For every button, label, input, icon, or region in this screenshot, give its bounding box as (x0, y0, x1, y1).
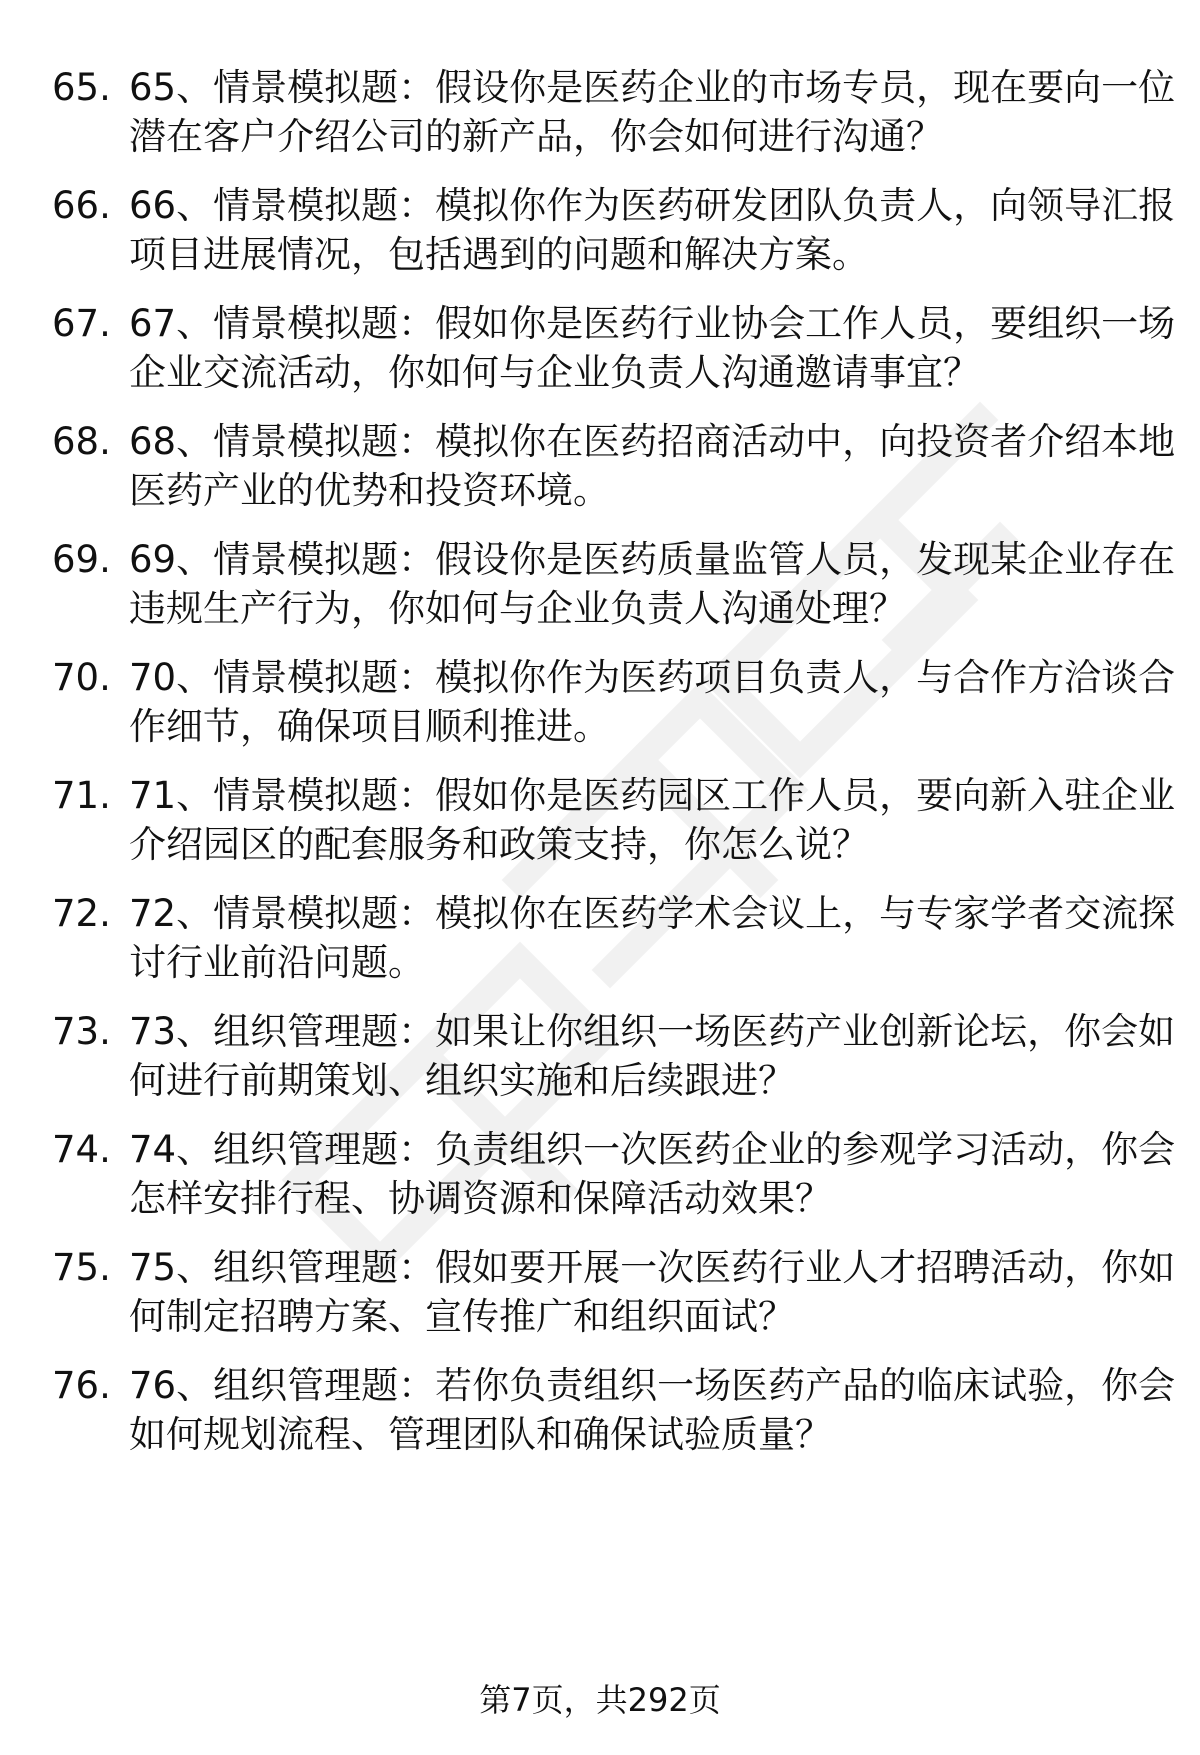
item-text-line: 75、组织管理题：假如要开展一次医药行业人才招聘活动，你如 (129, 1246, 1176, 1289)
item-text (129, 1125, 1176, 1223)
item-text (129, 1243, 1176, 1341)
item-text-line: 企业交流活动，你如何与企业负责人沟通邀请事宜？ (129, 351, 980, 394)
item-text (129, 771, 1176, 869)
item-number: 75. (52, 1246, 111, 1289)
item-text-line: 潜在客户介绍公司的新产品，你会如何进行沟通？ (129, 115, 943, 158)
item-text (129, 653, 1176, 751)
item-text-line: 讨行业前沿问题。 (129, 941, 425, 984)
item-number: 71. (52, 774, 111, 817)
list-item (0, 1243, 1200, 1353)
item-text-line: 违规生产行为，你如何与企业负责人沟通处理？ (129, 587, 906, 630)
item-number: 76. (52, 1364, 111, 1407)
list-item (0, 889, 1200, 999)
list-item (0, 1125, 1200, 1235)
item-text (129, 181, 1176, 279)
item-number: 69. (52, 538, 111, 581)
list-item (0, 1361, 1200, 1471)
list-item (0, 63, 1200, 173)
item-text-line: 介绍园区的配套服务和政策支持，你怎么说？ (129, 823, 869, 866)
item-text-line: 何进行前期策划、组织实施和后续跟进？ (129, 1059, 795, 1102)
item-number: 68. (52, 420, 111, 463)
item-text-line: 69、情景模拟题：假设你是医药质量监管人员，发现某企业存在 (129, 538, 1176, 581)
item-text-line: 怎样安排行程、协调资源和保障活动效果？ (129, 1177, 832, 1220)
item-text (129, 299, 1176, 397)
item-text (129, 1007, 1176, 1105)
item-text-line: 如何规划流程、管理团队和确保试验质量？ (129, 1413, 832, 1456)
item-number: 72. (52, 892, 111, 935)
item-text-line: 71、情景模拟题：假如你是医药园区工作人员，要向新入驻企业 (129, 774, 1176, 817)
item-text-line: 65、情景模拟题：假设你是医药企业的市场专员，现在要向一位 (129, 66, 1176, 109)
item-number: 73. (52, 1010, 111, 1053)
item-text-line: 作细节，确保项目顺利推进。 (129, 705, 610, 748)
item-text (129, 535, 1176, 633)
item-text (129, 889, 1176, 987)
list-item (0, 299, 1200, 409)
item-text (129, 1361, 1176, 1459)
list-item (0, 417, 1200, 527)
item-number: 66. (52, 184, 111, 227)
item-number: 74. (52, 1128, 111, 1171)
item-number: 67. (52, 302, 111, 345)
item-number: 70. (52, 656, 111, 699)
page-footer: 第7页，共292页 (479, 1681, 721, 1719)
item-text-line: 项目进展情况，包括遇到的问题和解决方案。 (129, 233, 869, 276)
item-text-line: 73、组织管理题：如果让你组织一场医药产业创新论坛，你会如 (129, 1010, 1176, 1053)
list-item (0, 1007, 1200, 1117)
item-text-line: 68、情景模拟题：模拟你在医药招商活动中，向投资者介绍本地 (129, 420, 1176, 463)
list-item (0, 181, 1200, 291)
item-text (129, 63, 1176, 161)
item-text-line: 76、组织管理题：若你负责组织一场医药产品的临床试验，你会 (129, 1364, 1176, 1407)
item-text (129, 417, 1176, 515)
item-text-line: 66、情景模拟题：模拟你作为医药研发团队负责人，向领导汇报 (129, 184, 1176, 227)
item-text-line: 67、情景模拟题：假如你是医药行业协会工作人员，要组织一场 (129, 302, 1176, 345)
item-text-line: 74、组织管理题：负责组织一次医药企业的参观学习活动，你会 (129, 1128, 1176, 1171)
item-text-line: 何制定招聘方案、宣传推广和组织面试？ (129, 1295, 795, 1338)
item-text-line: 医药产业的优势和投资环境。 (129, 469, 610, 512)
item-number: 65. (52, 66, 111, 109)
list-item (0, 653, 1200, 763)
list-item (0, 771, 1200, 881)
item-text-line: 70、情景模拟题：模拟你作为医药项目负责人，与合作方洽谈合 (129, 656, 1176, 699)
item-text-line: 72、情景模拟题：模拟你在医药学术会议上，与专家学者交流探 (129, 892, 1176, 935)
list-item (0, 535, 1200, 645)
